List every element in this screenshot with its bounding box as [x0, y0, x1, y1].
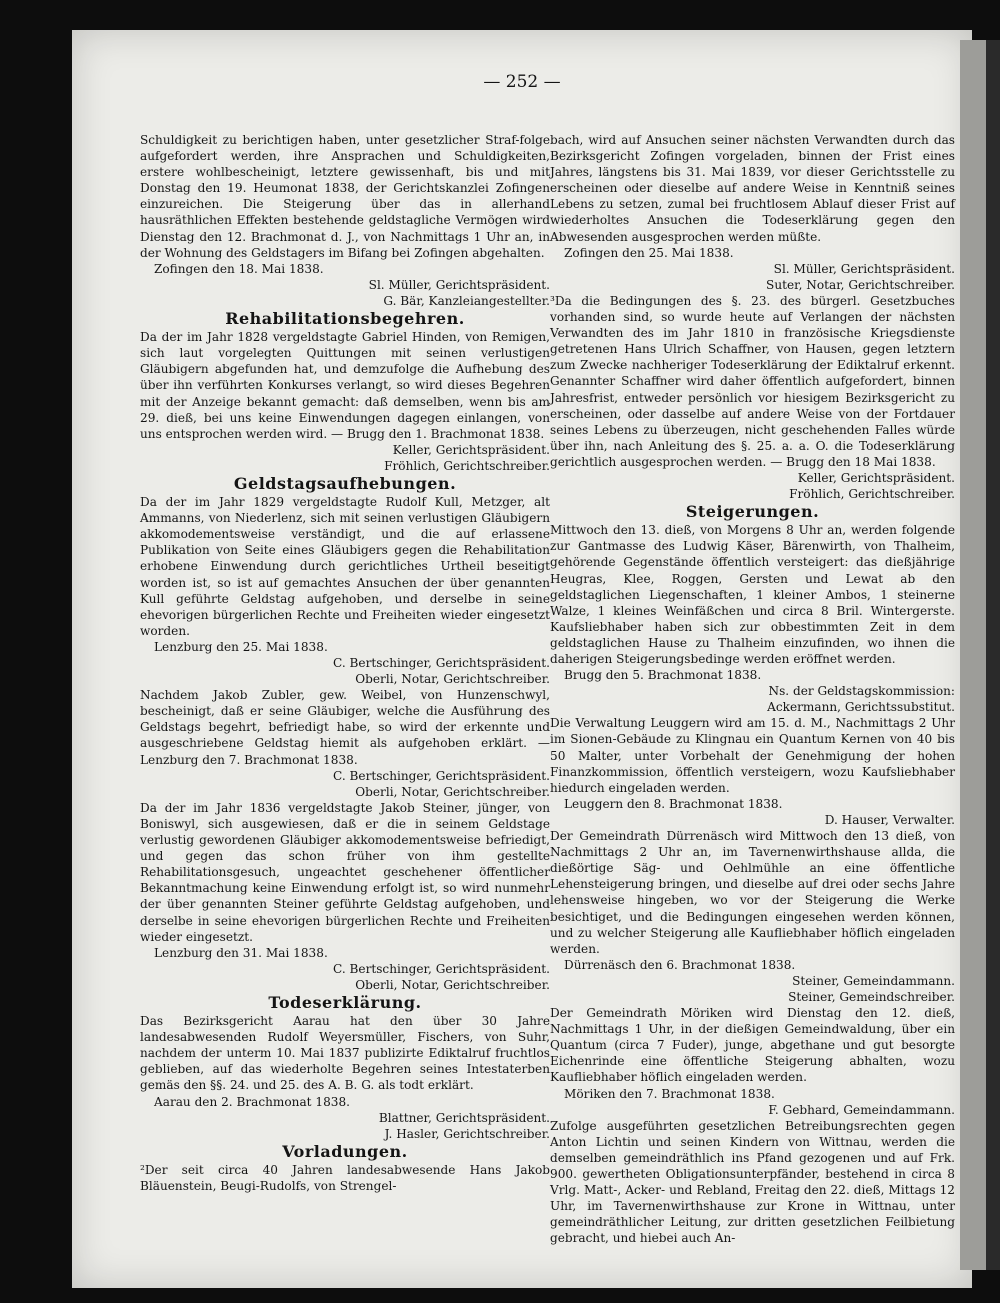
left-section-heading: Todeserklärung. — [268, 992, 422, 1012]
right-paragraph: Der Gemeindrath Möriken wird Dienstag den 12. dieß, Nachmittags 1 Uhr, in der dießigen Gemeindwaldung, über ein Quantum (circa 7 Fuder), junge, abgethane und gut besorgte Eichenrinde eine öffentliche Steigerung abhalten, wozu Kaufliebhaber höflich eingeladen werden. — [550, 1006, 955, 1085]
left-paragraph: Da der im Jahr 1828 vergeldstagte Gabriel Hinden, von Remigen, sich laut vorgelegten Quittungen mit seinen verlustigen Gläubigern abgefunden hat, und demzufolge die Aufhebung des über ihn verführten Konkurses verlangt, so wird dieses Begehren mit der Anzeige bekannt gemacht: daß demselben, wenn bis am 29. dieß, bei uns keine Einwendungen dagegen einlangen, von uns entsprochen werden wird. — Brugg den 1. Brachmonat 1838. — [140, 330, 550, 441]
left-section-heading: Geldstagsaufhebungen. — [233, 473, 457, 493]
left-paragraph: Schuldigkeit zu berichtigen haben, unter gesetzlicher Straf-folge aufgefordert werden, ihre Ansprachen und Schuldigkeiten, erstere wohlbescheinigt, letztere gewissenhaft, bis und mit Donstag den 19. Heumonat 1838, der Gerichtskanzlei Zofingen einzureichen. Die Steigerung über das in allerhand hausräthlichen Effekten bestehende geldstagliche Vermögen wird Dienstag den 12. Brachmonat d. J., von Nachmittags 1 Uhr an, in der Wohnung des Geldstagers im Bifang bei Zofingen abgehalten. — [140, 133, 550, 260]
left-dateline: Zofingen den 18. Mai 1838. — [154, 261, 324, 276]
left-column — [140, 132, 550, 1194]
right-signature: Suter, Notar, Gerichtschreiber. — [766, 277, 955, 292]
right-signature: Ackermann, Gerichtssubstitut. — [767, 700, 955, 715]
right-dateline: Dürrenäsch den 6. Brachmonat 1838. — [564, 957, 796, 972]
right-signature: Steiner, Gemeindschreiber. — [788, 989, 955, 1004]
left-paragraph: ²Der seit circa 40 Jahren landesabwesende Hans Jakob Bläuenstein, Beugi-Rudolfs, von Strengel- — [140, 1162, 550, 1193]
right-paragraph: Die Verwaltung Leuggern wird am 15. d. M., Nachmittags 2 Uhr im Sionen-Gebäude zu Klingnau ein Quantum Kernen von 40 bis 50 Malter, unter Vorbehalt der Genehmigung der hohen Finanzkommission, öffentlich versteigern, wozu Kaufsliebhaber hiedurch eingeladen werden. — [550, 716, 955, 795]
left-section-heading: Vorladungen. — [282, 1141, 408, 1161]
right-signature: F. Gebhard, Gemeindammann. — [768, 1102, 955, 1117]
page-gutter-shadow — [986, 40, 1000, 1270]
right-paragraph: ³Da die Bedingungen des §. 23. des bürgerl. Gesetzbuches vorhanden sind, so wurde heute auf Verlangen der nächsten Verwandten des im Jahr 1810 in französische Kriegsdienste getretenen Hans Ulrich Schaffner, von Hausen, gegen letztern zum Zwecke nachheriger Todeserklärung der Ediktalruf erkennt. Genannter Schaffner wird daher öffentlich aufgefordert, binnen Jahresfrist, entweder persönlich vor hiesigem Bezirksgericht zu erscheinen, oder dasselbe auf andere Weise von der Fortdauer seines Lebens zu überzeugen, nicht geschehenden Falles würde über ihn, nach Anleitung des §. 25. a. a. O. die Todeserklärung gerichtlich ausgesprochen werden. — Brugg den 18 Mai 1838. — [550, 293, 955, 469]
right-dateline: Zofingen den 25. Mai 1838. — [564, 245, 734, 260]
left-signature: Blattner, Gerichtspräsident. — [378, 1110, 550, 1125]
right-signature: Sl. Müller, Gerichtspräsident. — [773, 261, 955, 276]
left-signature: Oberli, Notar, Gerichtschreiber. — [355, 977, 550, 992]
right-signature: Steiner, Gemeindammann. — [792, 973, 955, 988]
page-number: — 252 — — [483, 72, 561, 92]
left-signature: Oberli, Notar, Gerichtschreiber. — [355, 672, 550, 687]
left-dateline: Lenzburg den 25. Mai 1838. — [154, 639, 328, 654]
left-section-heading: Rehabilitationsbegehren. — [225, 309, 465, 329]
left-signature: C. Bertschinger, Gerichtspräsident. — [333, 656, 550, 670]
left-signature: C. Bertschinger, Gerichtspräsident. — [333, 768, 550, 783]
left-paragraph: Das Bezirksgericht Aarau hat den über 30 Jahre landesabwesenden Rudolf Weyersmüller, Fischers, von Suhr, nachdem der unterm 10. Mai 1837 publizirte Ediktalruf fruchtlos geblieben, auf das wiederholte Begehren seines Intestaterben gemäs den §§. 24. und 25. des A. B. G. als todt erklärt. — [140, 1014, 550, 1093]
right-paragraph: bach, wird auf Ansuchen seiner nächsten Verwandten durch das Bezirksgericht Zofingen vorgeladen, binnen der Frist eines Jahres, längstens bis 31. Mai 1839, vor dieser Gerichtsstelle zu erscheinen oder dieselbe auf andere Weise in Kenntniß seines Lebens zu setzen, zumal bei fruchtlosem Ablauf dieser Frist auf wiederholtes Ansuchen die Todeserklärung gegen den Abwesenden ausgesprochen werden müßte. — [550, 133, 955, 244]
right-paragraph: Der Gemeindrath Dürrenäsch wird Mittwoch den 13 dieß, von Nachmittags 2 Uhr an, im Tavernenwirthshause allda, die dießörtige Säg- und Oehlmühle an eine öffentliche Lehensteigerung bringen, und dieselbe auf drei oder sechs Jahre lehensweise hingeben, wo vor der Steigerung die Werke besichtiget, und die Bedingungen eingesehen werden können, und zu welcher Steigerung alle Kaufliebhaber höflich eingeladen werden. — [550, 829, 955, 956]
right-paragraph: Mittwoch den 13. dieß, von Morgens 8 Uhr an, werden folgende zur Gantmasse des Ludwig Käser, Bärenwirth, von Thalheim, gehörende Gegenstände öffentlich versteigert: das dießjährige Heugras, Klee, Roggen, Gersten und Lewat ab den geldstaglichen Liegenschaften, 1 kleiner Ambos, 1 steinerne Walze, 1 kleines Weinfäßchen und circa 8 Bril. Wintergerste. Kaufsliebhaber haben sich zur obbestimmten Zeit in dem geldstaglichen Hause zu Thalheim einzufinden, wo ihnen die daherigen Steigerungsbedinge werden eröffnet werden. — [550, 523, 955, 666]
left-signature: G. Bär, Kanzleiangestellter. — [383, 293, 550, 308]
right-paragraph: Zufolge ausgeführten gesetzlichen Betreibungsrechten gegen Anton Lichtin und seinen Kindern von Wittnau, werden die demselben gemeindräthlich ins Pfand gezogenen und auf Frk. 900. gewertheten Obligationsunterpfänder, bestehend in circa 8 Vrlg. Matt-, Acker- und Rebland, Freitag den 22. dieß, Mittags 12 Uhr, im Tavernenwirthshause zur Krone in Wittnau, unter gemeindräthlicher Leitung, zur dritten gesetzlichen Feilbietung gebracht, und hiebei auch An- — [550, 1118, 955, 1246]
right-dateline: Brugg den 5. Brachmonat 1838. — [564, 668, 762, 683]
left-dateline: Lenzburg den 31. Mai 1838. — [154, 945, 328, 960]
left-signature: Sl. Müller, Gerichtspräsident. — [368, 277, 550, 292]
left-paragraph: Da der im Jahr 1829 vergeldstagte Rudolf Kull, Metzger, alt Ammanns, von Niederlenz, sich mit seinen verlustigen Gläubigern akkomodementsweise verständigt, und die auf erlassene Publikation von Seite eines Gläubigers gegen die Rehabilitation erhobene Einwendung durch gerichtliches Urtheil beseitigt worden ist, so ist auf gemachtes Ansuchen der über genannten Kull geführte Geldstag aufgehoben, und derselbe in seine ehevorigen bürgerlichen Rechte und Freiheiten wieder eingesetzt worden. — [140, 495, 550, 638]
right-signature: Ns. der Geldstagskommission: — [768, 684, 955, 699]
left-signature: Oberli, Notar, Gerichtschreiber. — [355, 784, 550, 799]
right-section-heading: Steigerungen. — [685, 502, 820, 522]
left-signature: Fröhlich, Gerichtschreiber. — [384, 458, 550, 473]
left-dateline: Aarau den 2. Brachmonat 1838. — [154, 1094, 350, 1109]
right-signature: Fröhlich, Gerichtschreiber. — [789, 487, 955, 502]
right-dateline: Leuggern den 8. Brachmonat 1838. — [564, 796, 783, 811]
left-signature: J. Hasler, Gerichtschreiber. — [384, 1126, 550, 1141]
right-signature: Keller, Gerichtspräsident. — [797, 470, 955, 485]
left-signature: Keller, Gerichtspräsident. — [392, 442, 550, 457]
newspaper-page — [72, 30, 972, 1288]
left-signature: C. Bertschinger, Gerichtspräsident. — [333, 961, 550, 976]
right-signature: D. Hauser, Verwalter. — [824, 812, 955, 827]
right-dateline: Möriken den 7. Brachmonat 1838. — [564, 1086, 775, 1101]
left-paragraph: Da der im Jahr 1836 vergeldstagte Jakob Steiner, jünger, von Boniswyl, sich ausgewiesen, daß er die in seinem Geldstage verlustig gewordenen Gläubiger akkomodementsweise befriedigt, und gegen das schon früher von ihm gestellte Rehabilitationsgesuch, ungeachtet geschehener öffentlicher Bekanntmachung keine Einwendung erfolgt ist, so wird nunmehr der über genannten Steiner geführte Geldstag aufgehoben, und derselbe in seine ehevorigen bürgerlichen Rechte und Freiheiten wieder eingesetzt. — [140, 800, 550, 944]
left-paragraph: Nachdem Jakob Zubler, gew. Weibel, von Hunzenschwyl, bescheinigt, daß er seine Gläubiger, welche die Ausführung des Geldstags begehrt, befriedigt habe, so wird der erkennte und ausgeschriebene Geldstag hiemit als aufgehoben erklärt. — Lenzburg den 7. Brachmonat 1838. — [140, 688, 550, 767]
right-column — [550, 132, 955, 1246]
